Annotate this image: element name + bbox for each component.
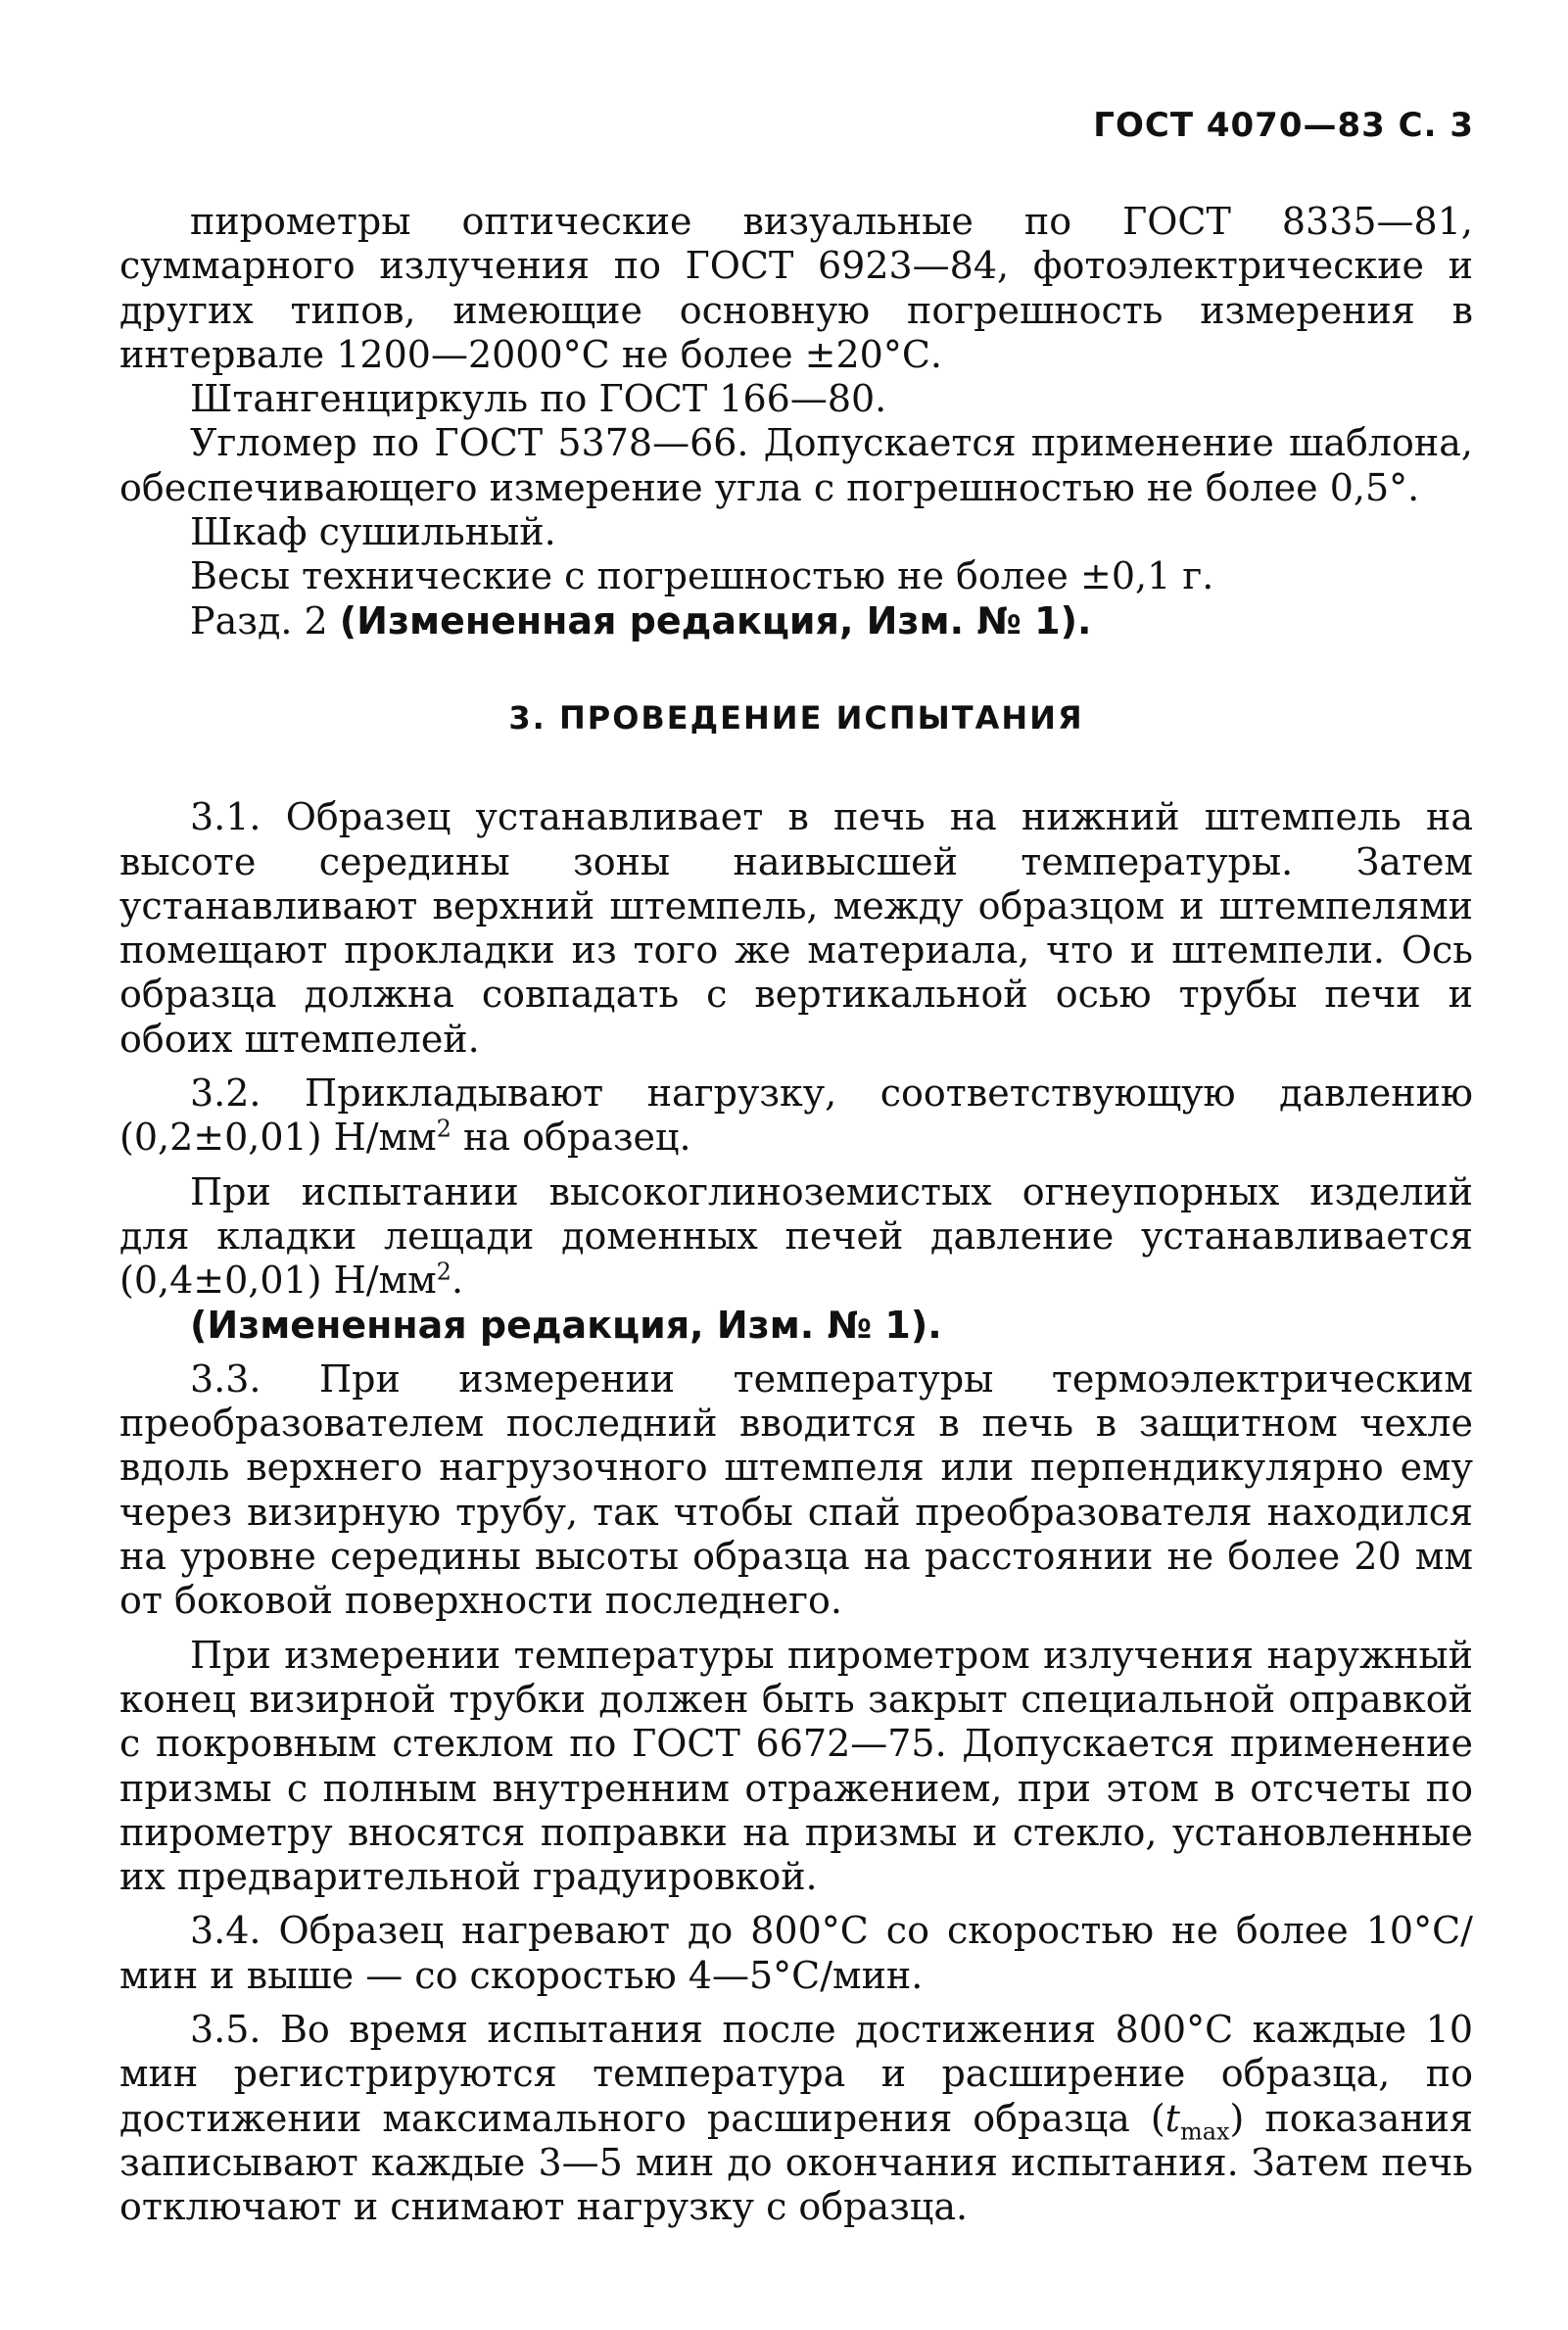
goniometer-paragraph: Угломер по ГОСТ 5378—66. Допускается применение шаблона, обеспечивающего измерение угла с погрешностью не более 0,5°. (119, 421, 1473, 509)
p3-2-text: 3.2. Прикладывают нагрузку, соответствующую давлению (0,2±0,01) Н/мм (119, 1071, 1473, 1160)
paragraph-3-4: 3.4. Образец нагревают до 800°С со скоростью не более 10°С/мин и выше — со скоростью 4—5°С/мин. (119, 1909, 1473, 1997)
paragraph-3-2b (119, 1170, 1473, 1304)
p3-2b-text: При испытании высокоглиноземистых огнеупорных изделий для кладки лещади доменных печей давление устанавливается (0,4±0,01) Н/мм (119, 1169, 1473, 1303)
amend-note: (Измененная редакция, Изм. № 1). (339, 598, 1092, 642)
p3-5-b: ) показания записывают каждые 3—5 мин до окончания испытания. Затем печь отключают и снимают нагрузку с образца. (119, 2096, 1473, 2229)
amend-prefix: Разд. 2 (190, 598, 328, 642)
paragraph-3-5 (119, 2008, 1473, 2229)
paragraph-3-3: 3.3. При измерении температуры термоэлектрическим преобразователем последний вводится в печь в защитном чехле вдоль верхнего нагрузочного штемпеля или перпендикулярно ему через визирную трубу, так чтобы спай преобразователя находился на уровне середины высоты образца на расстоянии не более 20 мм от боковой поверхности последнего. (119, 1356, 1473, 1623)
paragraph-3-2 (119, 1071, 1473, 1161)
document-body (119, 200, 1473, 2229)
p3-5-sub: max (1179, 2117, 1230, 2146)
caliper-paragraph: Штангенциркуль по ГОСТ 166—80. (190, 377, 887, 421)
p3-5-a: 3.5. Во время испытания после достижения 800°С каждые 10 мин регистрируются температура и расширение образца, по достижении максимального расширения образца ( (119, 2007, 1473, 2140)
paragraph-3-1: 3.1. Образец устанавливает в печь на нижний штемпель на высоте середины зоны наивысшей температуры. Затем устанавливают верхний штемпель, между образцом и штемпелями помещают прокладки из того же материала, что и штемпели. Ось образца должна совпадать с вертикальной осью трубы печи и обоих штемпелей. (119, 795, 1473, 1061)
page-header: ГОСТ 4070—83 С. 3 (1093, 106, 1474, 145)
p3-5-t: t (1164, 2096, 1180, 2140)
paragraph-3-3b: При измерении температуры пирометром излучения наружный конец визирной трубки должен быть закрыт специальной оправкой с покровным стеклом по ГОСТ 6672—75. Допускается применение призмы с полным внутренним отражением, при этом в отсчеты по пирометру вносятся поправки на призмы и стекло, установленные их предварительной градуировкой. (119, 1633, 1473, 1899)
section3-amendment: (Измененная редакция, Изм. № 1). (190, 1303, 942, 1347)
pyrometers-paragraph: пирометры оптические визуальные по ГОСТ 8335—81, суммарного излучения по ГОСТ 6923—84, фотоэлектрические и других типов, имеющие основную погрешность измерения в интервале 1200—2000°С не более ±20°С. (119, 200, 1473, 376)
section3-title: 3. ПРОВЕДЕНИЕ ИСПЫТАНИЯ (508, 698, 1084, 737)
p3-2b-sup: 2 (436, 1258, 451, 1286)
p3-2-end: на образец. (451, 1116, 691, 1160)
drying-cabinet-paragraph: Шкаф сушильный. (190, 510, 556, 554)
p3-2-sup: 2 (436, 1115, 451, 1143)
section2-amendment (119, 599, 1473, 643)
p3-2b-end: . (451, 1259, 464, 1303)
scales-paragraph: Весы технические с погрешностью не более ±0,1 г. (190, 554, 1214, 598)
